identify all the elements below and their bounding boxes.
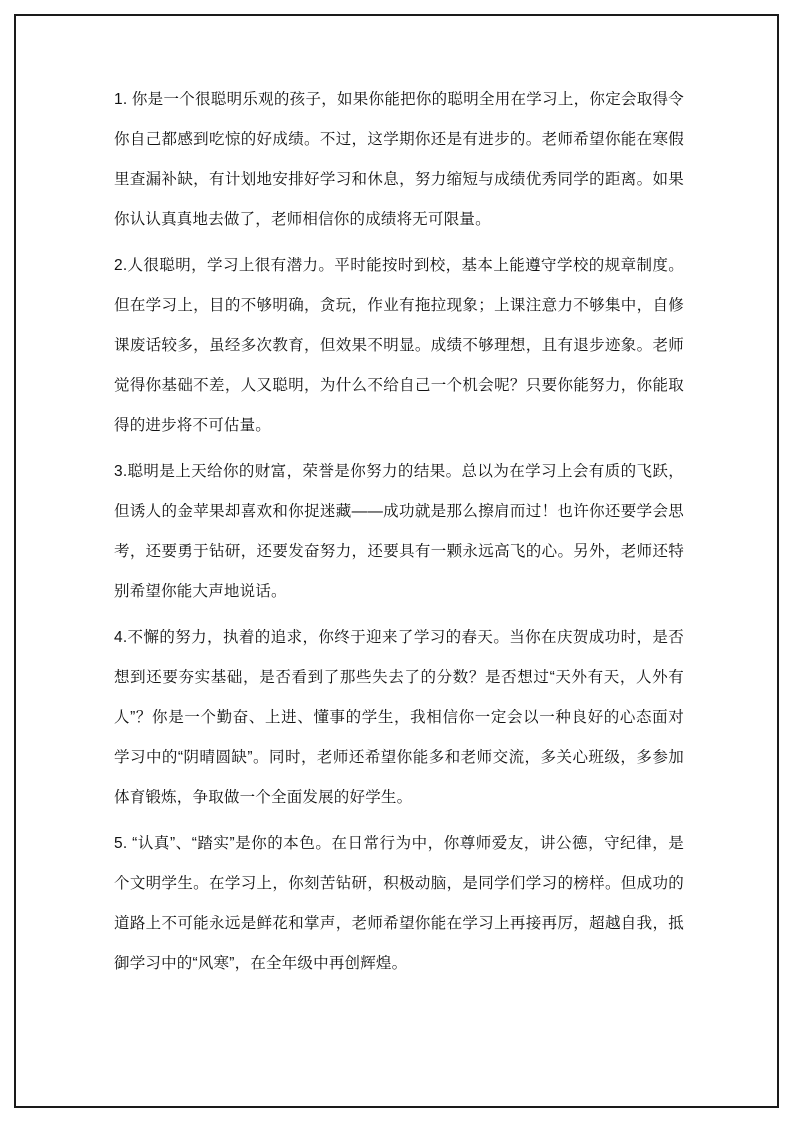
paragraph-5: 5. “认真”、“踏实”是你的本色。在日常行为中，你尊师爱友，讲公德，守纪律，是个文明学生。在学习上，你刻苦钻研，积极动脑，是同学们学习的榜样。但成功的道路上不可能永远是鲜花和掌声，老师希望你能在学习上再接再厉，超越自我，抵御学习中的“风寒”，在全年级中再创辉煌。 [114,835,684,972]
document-body [114,80,684,990]
paragraph-2: 2.人很聪明，学习上很有潜力。平时能按时到校，基本上能遵守学校的规章制度。但在学习上，目的不够明确，贪玩，作业有拖拉现象；上课注意力不够集中，自修课废话较多，虽经多次教育，但效果不明显。成绩不够理想，且有退步迹象。老师觉得你基础不差，人又聪明，为什么不给自己一个机会呢？只要你能努力，你能取得的进步将不可估量。 [114,257,684,434]
paragraph-4: 4.不懈的努力，执着的追求，你终于迎来了学习的春天。当你在庆贺成功时，是否想到还要夯实基础，是否看到了那些失去了的分数？是否想过“天外有天，人外有人”？你是一个勤奋、上进、懂事的学生，我相信你一定会以一种良好的心态面对学习中的“阴晴圆缺”。同时，老师还希望你能多和老师交流，多关心班级，多参加体育锻炼，争取做一个全面发展的好学生。 [114,629,684,806]
paragraph-1: 1. 你是一个很聪明乐观的孩子，如果你能把你的聪明全用在学习上，你定会取得令你自己都感到吃惊的好成绩。不过，这学期你还是有进步的。老师希望你能在寒假里查漏补缺，有计划地安排好学习和休息，努力缩短与成绩优秀同学的距离。如果你认认真真地去做了，老师相信你的成绩将无可限量。 [114,91,684,228]
paragraph-3: 3.聪明是上天给你的财富，荣誉是你努力的结果。总以为在学习上会有质的飞跃，但诱人的金苹果却喜欢和你捉迷藏——成功就是那么擦肩而过！也许你还要学会思考，还要勇于钻研，还要发奋努力，还要具有一颗永远高飞的心。另外，老师还特别希望你能大声地说话。 [114,463,684,600]
